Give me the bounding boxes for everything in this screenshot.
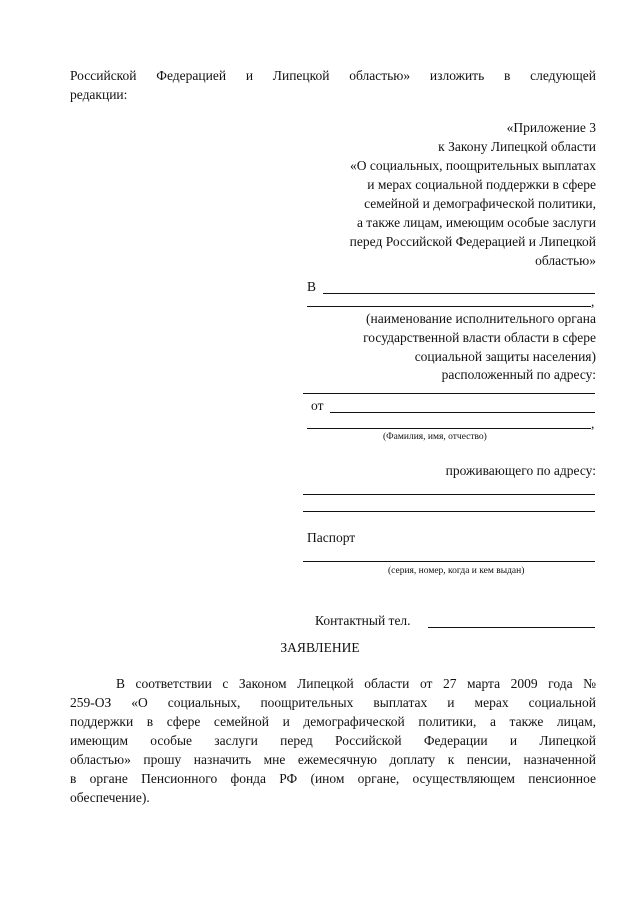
organ-name-field[interactable]: [323, 293, 595, 294]
phone-label: Контактный тел.: [315, 613, 411, 628]
from-prefix: от: [311, 398, 324, 413]
passport-label: Паспорт: [307, 530, 356, 545]
document-title: ЗАЯВЛЕНИЕ: [280, 640, 360, 655]
appendix-line: и мерах социальной поддержки в сфере: [367, 177, 596, 192]
body-line: обеспечение).: [70, 790, 150, 805]
comma: ,: [591, 294, 595, 309]
organ-caption-line: (наименование исполнительного органа: [366, 311, 596, 326]
name-caption: (Фамилия, имя, отчество): [383, 432, 487, 442]
appendix-line: а также лицам, имеющим особые заслуги: [356, 215, 596, 230]
passport-caption: (серия, номер, когда и кем выдан): [388, 566, 525, 576]
phone-field[interactable]: [428, 627, 595, 628]
body-line: В соответствии с Законом Липецкой области от 27 марта 2009 года №: [116, 676, 596, 691]
organ-caption-line: социальной защиты населения): [414, 349, 596, 364]
intro-line-1: Российской Федерацией и Липецкой областью» изложить в следующей: [70, 68, 596, 83]
organ-caption-line: государственной власти области в сфере: [363, 330, 596, 345]
organ-address-field[interactable]: [303, 393, 595, 394]
appendix-line: семейной и демографической политики,: [364, 196, 596, 211]
to-prefix: В: [307, 279, 317, 294]
body-line: имеющим особые заслуги перед Российской Федерации и Липецкой: [70, 733, 596, 748]
applicant-name-field-2[interactable]: [307, 428, 591, 429]
appendix-line: областью»: [535, 253, 596, 268]
intro-line-2: редакции:: [70, 87, 128, 102]
appendix-line: «Приложение 3: [506, 120, 596, 135]
residence-field-2[interactable]: [303, 511, 595, 512]
body-line: поддержки в сфере семейной и демографической политики, а также лицам,: [70, 714, 596, 729]
body-line: 259-ОЗ «О социальных, поощрительных выплатах и мерах социальной: [70, 695, 596, 710]
appendix-line: к Закону Липецкой области: [438, 139, 596, 154]
residence-label: проживающего по адресу:: [445, 463, 596, 478]
appendix-line: перед Российской Федерацией и Липецкой: [349, 234, 596, 249]
body-line: областью» прошу назначить мне ежемесячную доплату к пенсии, назначенной: [70, 752, 596, 767]
appendix-line: «О социальных, поощрительных выплатах: [349, 158, 596, 173]
applicant-name-field[interactable]: [330, 412, 595, 413]
body-line: в органе Пенсионного фонда РФ (ином органе, осуществляющем пенсионное: [70, 771, 596, 786]
comma: ,: [591, 416, 595, 431]
organ-address-label: расположенный по адресу:: [441, 367, 596, 382]
organ-name-field-2[interactable]: [307, 306, 591, 307]
residence-field-1[interactable]: [303, 494, 595, 495]
passport-field[interactable]: [303, 561, 595, 562]
